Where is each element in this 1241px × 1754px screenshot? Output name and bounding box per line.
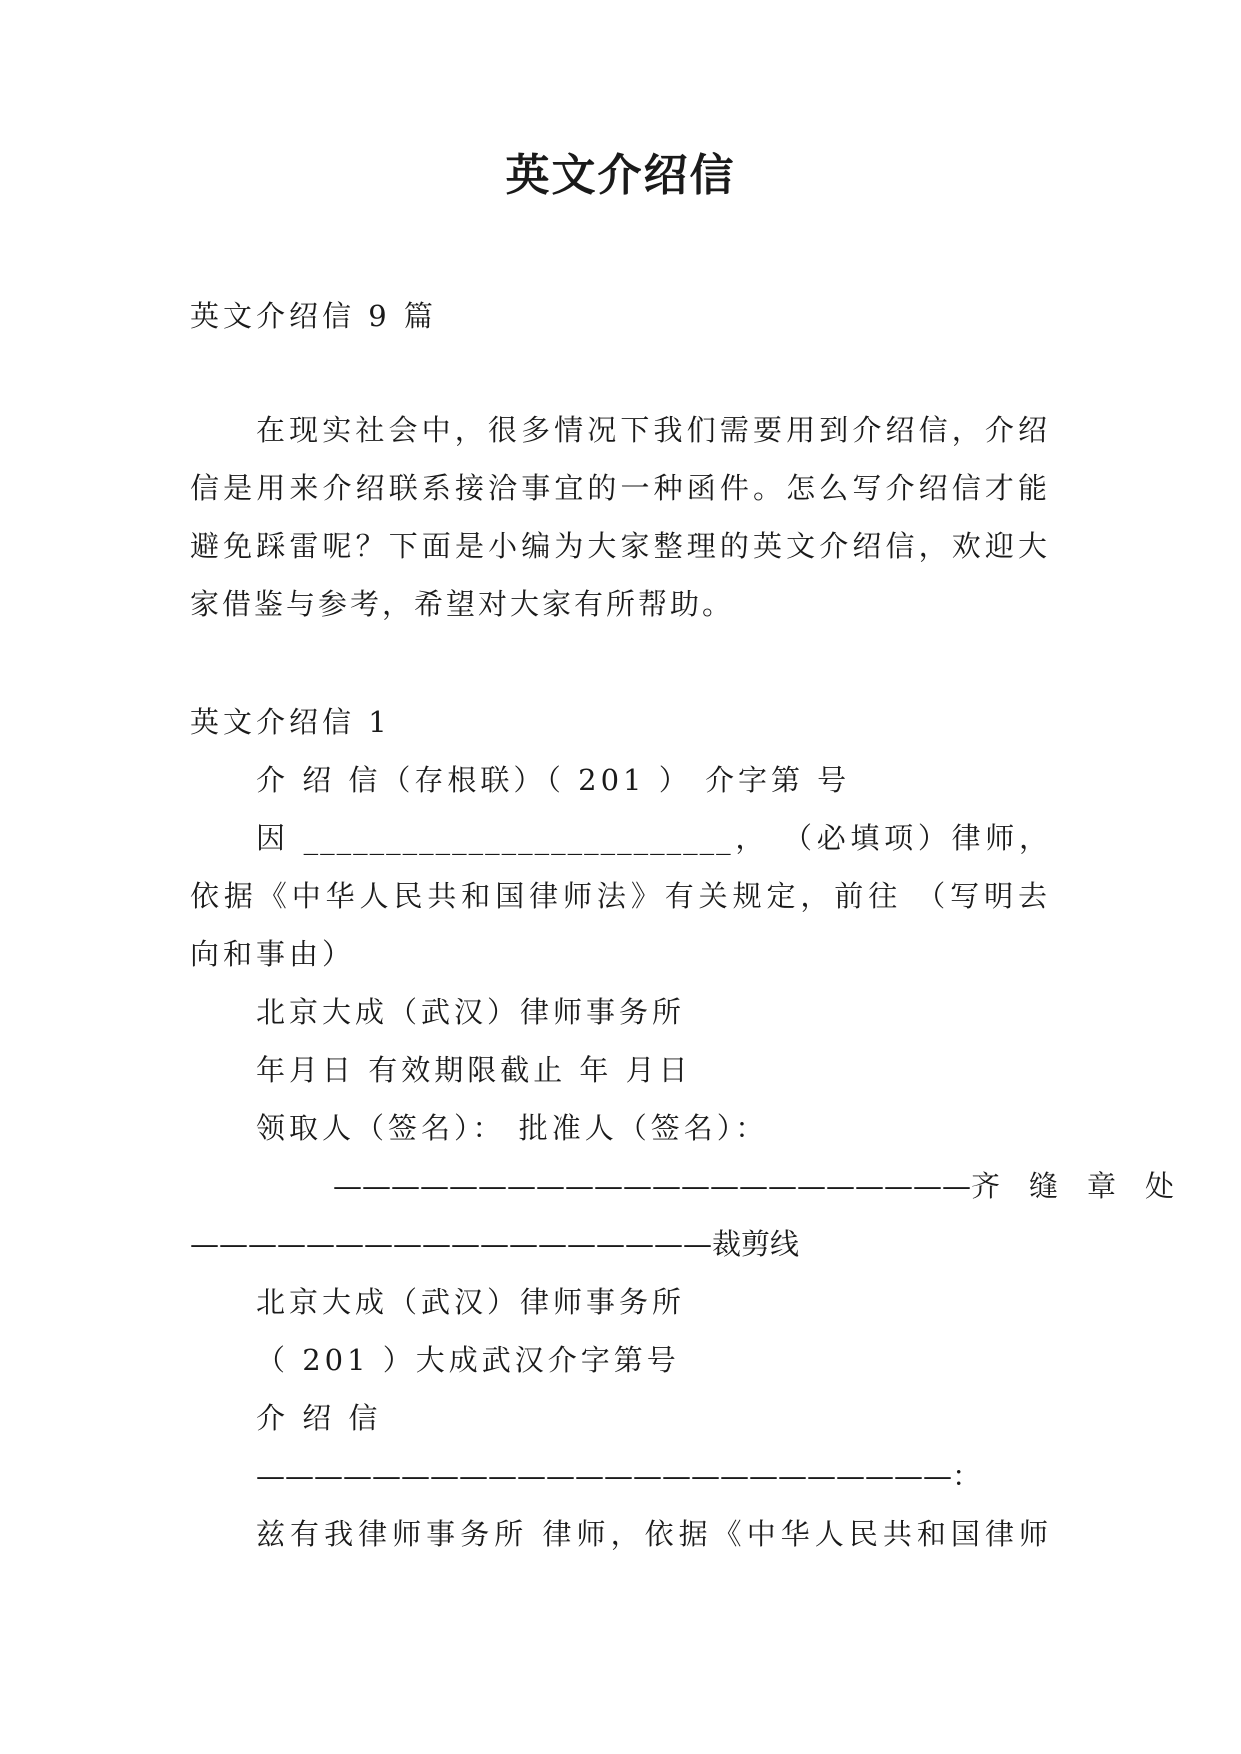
letter-body-line: 兹有我律师事务所 律师，依据《中华人民共和国律师 <box>256 1517 1050 1551</box>
stub-reason-line-3: 向和事由） <box>190 937 356 971</box>
seam-line: ——————————————————————齐 缝 章 处 <box>333 1169 1175 1203</box>
stub-reason-line-1: 因 __________________________， （必填项）律师， <box>256 821 1050 855</box>
section-heading: 英文介绍信 1 <box>190 705 391 739</box>
stub-firm: 北京大成（武汉）律师事务所 <box>256 995 686 1029</box>
stub-dates: 年月日 有效期限截止 年 月日 <box>256 1053 692 1087</box>
intro-line-1: 在现实社会中，很多情况下我们需要用到介绍信，介绍 <box>256 413 1050 447</box>
document-subtitle: 英文介绍信 9 篇 <box>190 299 437 333</box>
letter-number: （ 201 ）大成武汉介字第号 <box>256 1343 680 1377</box>
stub-header: 介 绍 信（存根联）（ 201 ） 介字第 号 <box>256 763 851 797</box>
letter-recipient-line: ————————————————————————： <box>256 1459 982 1493</box>
letter-firm: 北京大成（武汉）律师事务所 <box>256 1285 686 1319</box>
cut-line: ——————————————————裁剪线 <box>190 1227 800 1261</box>
intro-line-2: 信是用来介绍联系接洽事宜的一种函件。怎么写介绍信才能 <box>190 471 1050 505</box>
letter-heading: 介 绍 信 <box>256 1401 382 1435</box>
intro-line-3: 避免踩雷呢？下面是小编为大家整理的英文介绍信，欢迎大 <box>190 529 1050 563</box>
stub-signatures: 领取人（签名）： 批准人（签名）： <box>256 1111 769 1145</box>
stub-reason-line-2: 依据《中华人民共和国律师法》有关规定，前往 （写明去 <box>190 879 1050 913</box>
document-title: 英文介绍信 <box>505 150 736 201</box>
intro-line-4: 家借鉴与参考，希望对大家有所帮助。 <box>190 587 735 621</box>
